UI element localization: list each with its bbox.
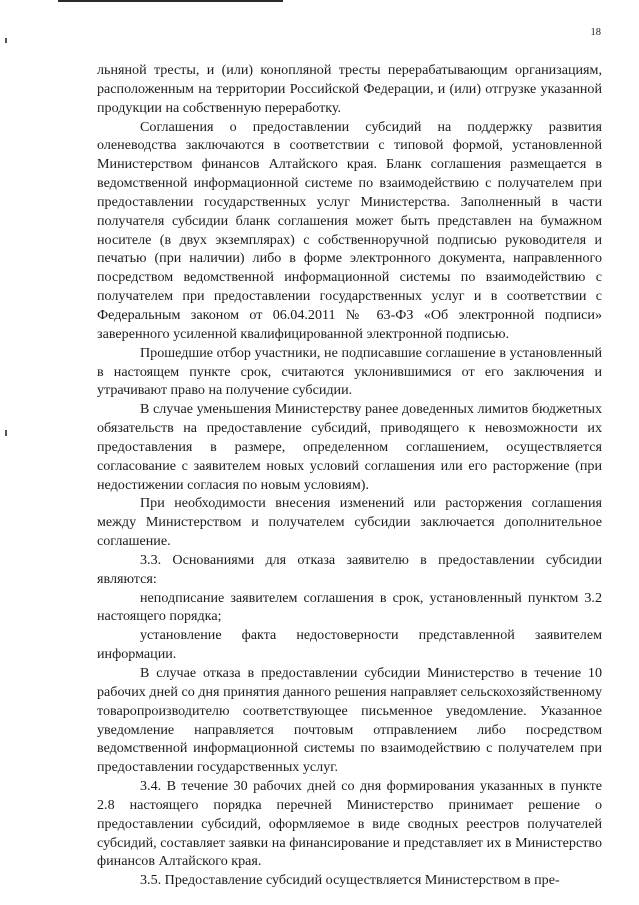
paragraph: неподписание заявителем соглашения в срок, установленный пунктом 3.2 настоящего порядка; (97, 589, 602, 625)
document-body (97, 61, 602, 890)
paragraph: Прошедшие отбор участники, не подписавшие соглашение в установленный в настоящем пункте срок, считаются уклонившимися от его заключения и утрачивают право на получение субсидии. (97, 344, 602, 399)
paragraph: льняной тресты, и (или) конопляной тресты перерабатывающим организациям, расположенным на территории Российской Федерации, и (или) отгрузке указанной продукции на собственную переработку. (97, 62, 602, 116)
paragraph: 3.5. Предоставление субсидий осуществляется Министерством в пре- (140, 872, 560, 889)
paragraph: установление факта недостоверности представленной заявителем информации. (97, 627, 602, 663)
paragraph: Соглашения о предоставлении субсидий на поддержку развития оленеводства заключаются в соответствии с типовой формой, установленной Министерством финансов Алтайского края. Бланк соглашения размещается в ведомственной информационной системе по взаимодействию с получателем при предоставлении государственных услуг Министерства. Заполненный в части получателя субсидии бланк соглашения может быть представлен на бумажном носителе (в двух экземплярах) с собственноручной подписью руководителя и печатью (при наличии) либо в форме электронного документа, направленного посредством ведомственной информационной системы по взаимодействию с получателем при предоставлении государственных услуг и в соответствии с Федеральным законом от 06.04.2011 № 63-ФЗ «Об электронной подписи» заверенного усиленной квалифицированной электронной подписью. (97, 118, 602, 342)
paragraph: В случае уменьшения Министерству ранее доведенных лимитов бюджетных обязательств на предоставление субсидий, приводящего к невозможности их предоставления в размере, определенном соглашением, осуществляется согласование с заявителем новых условий соглашения или его расторжение (при недостижении согласия по новым условиям). (97, 401, 602, 493)
paragraph: При необходимости внесения изменений или расторжения соглашения между Министерством и получателем субсидии заключается дополнительное соглашение. (97, 495, 602, 550)
paragraph: 3.4. В течение 30 рабочих дней со дня формирования указанных в пункте 2.8 настоящего порядка перечней Министерство принимает решение о предоставлении субсидий, оформляемое в виде сводных реестров получателей субсидий, составляет заявки на финансирование и представляет их в Министерство финансов Алтайского края. (97, 778, 602, 870)
scan-margin-mark (5, 38, 7, 43)
scan-margin-mark (5, 430, 7, 436)
paragraph: 3.3. Основаниями для отказа заявителю в предоставлении субсидии являются: (97, 551, 602, 587)
page-number: 18 (590, 27, 601, 38)
scan-edge-line (58, 0, 283, 2)
paragraph: В случае отказа в предоставлении субсидии Министерство в течение 10 рабочих дней со дня принятия данного решения направляет сельскохозяйственному товаропроизводителю соответствующее письменное уведомление. Указанное уведомление направляется почтовым отправлением либо посредством ведомственной информационной системы по взаимодействию с получателем при предоставлении государственных услуг. (97, 665, 602, 776)
